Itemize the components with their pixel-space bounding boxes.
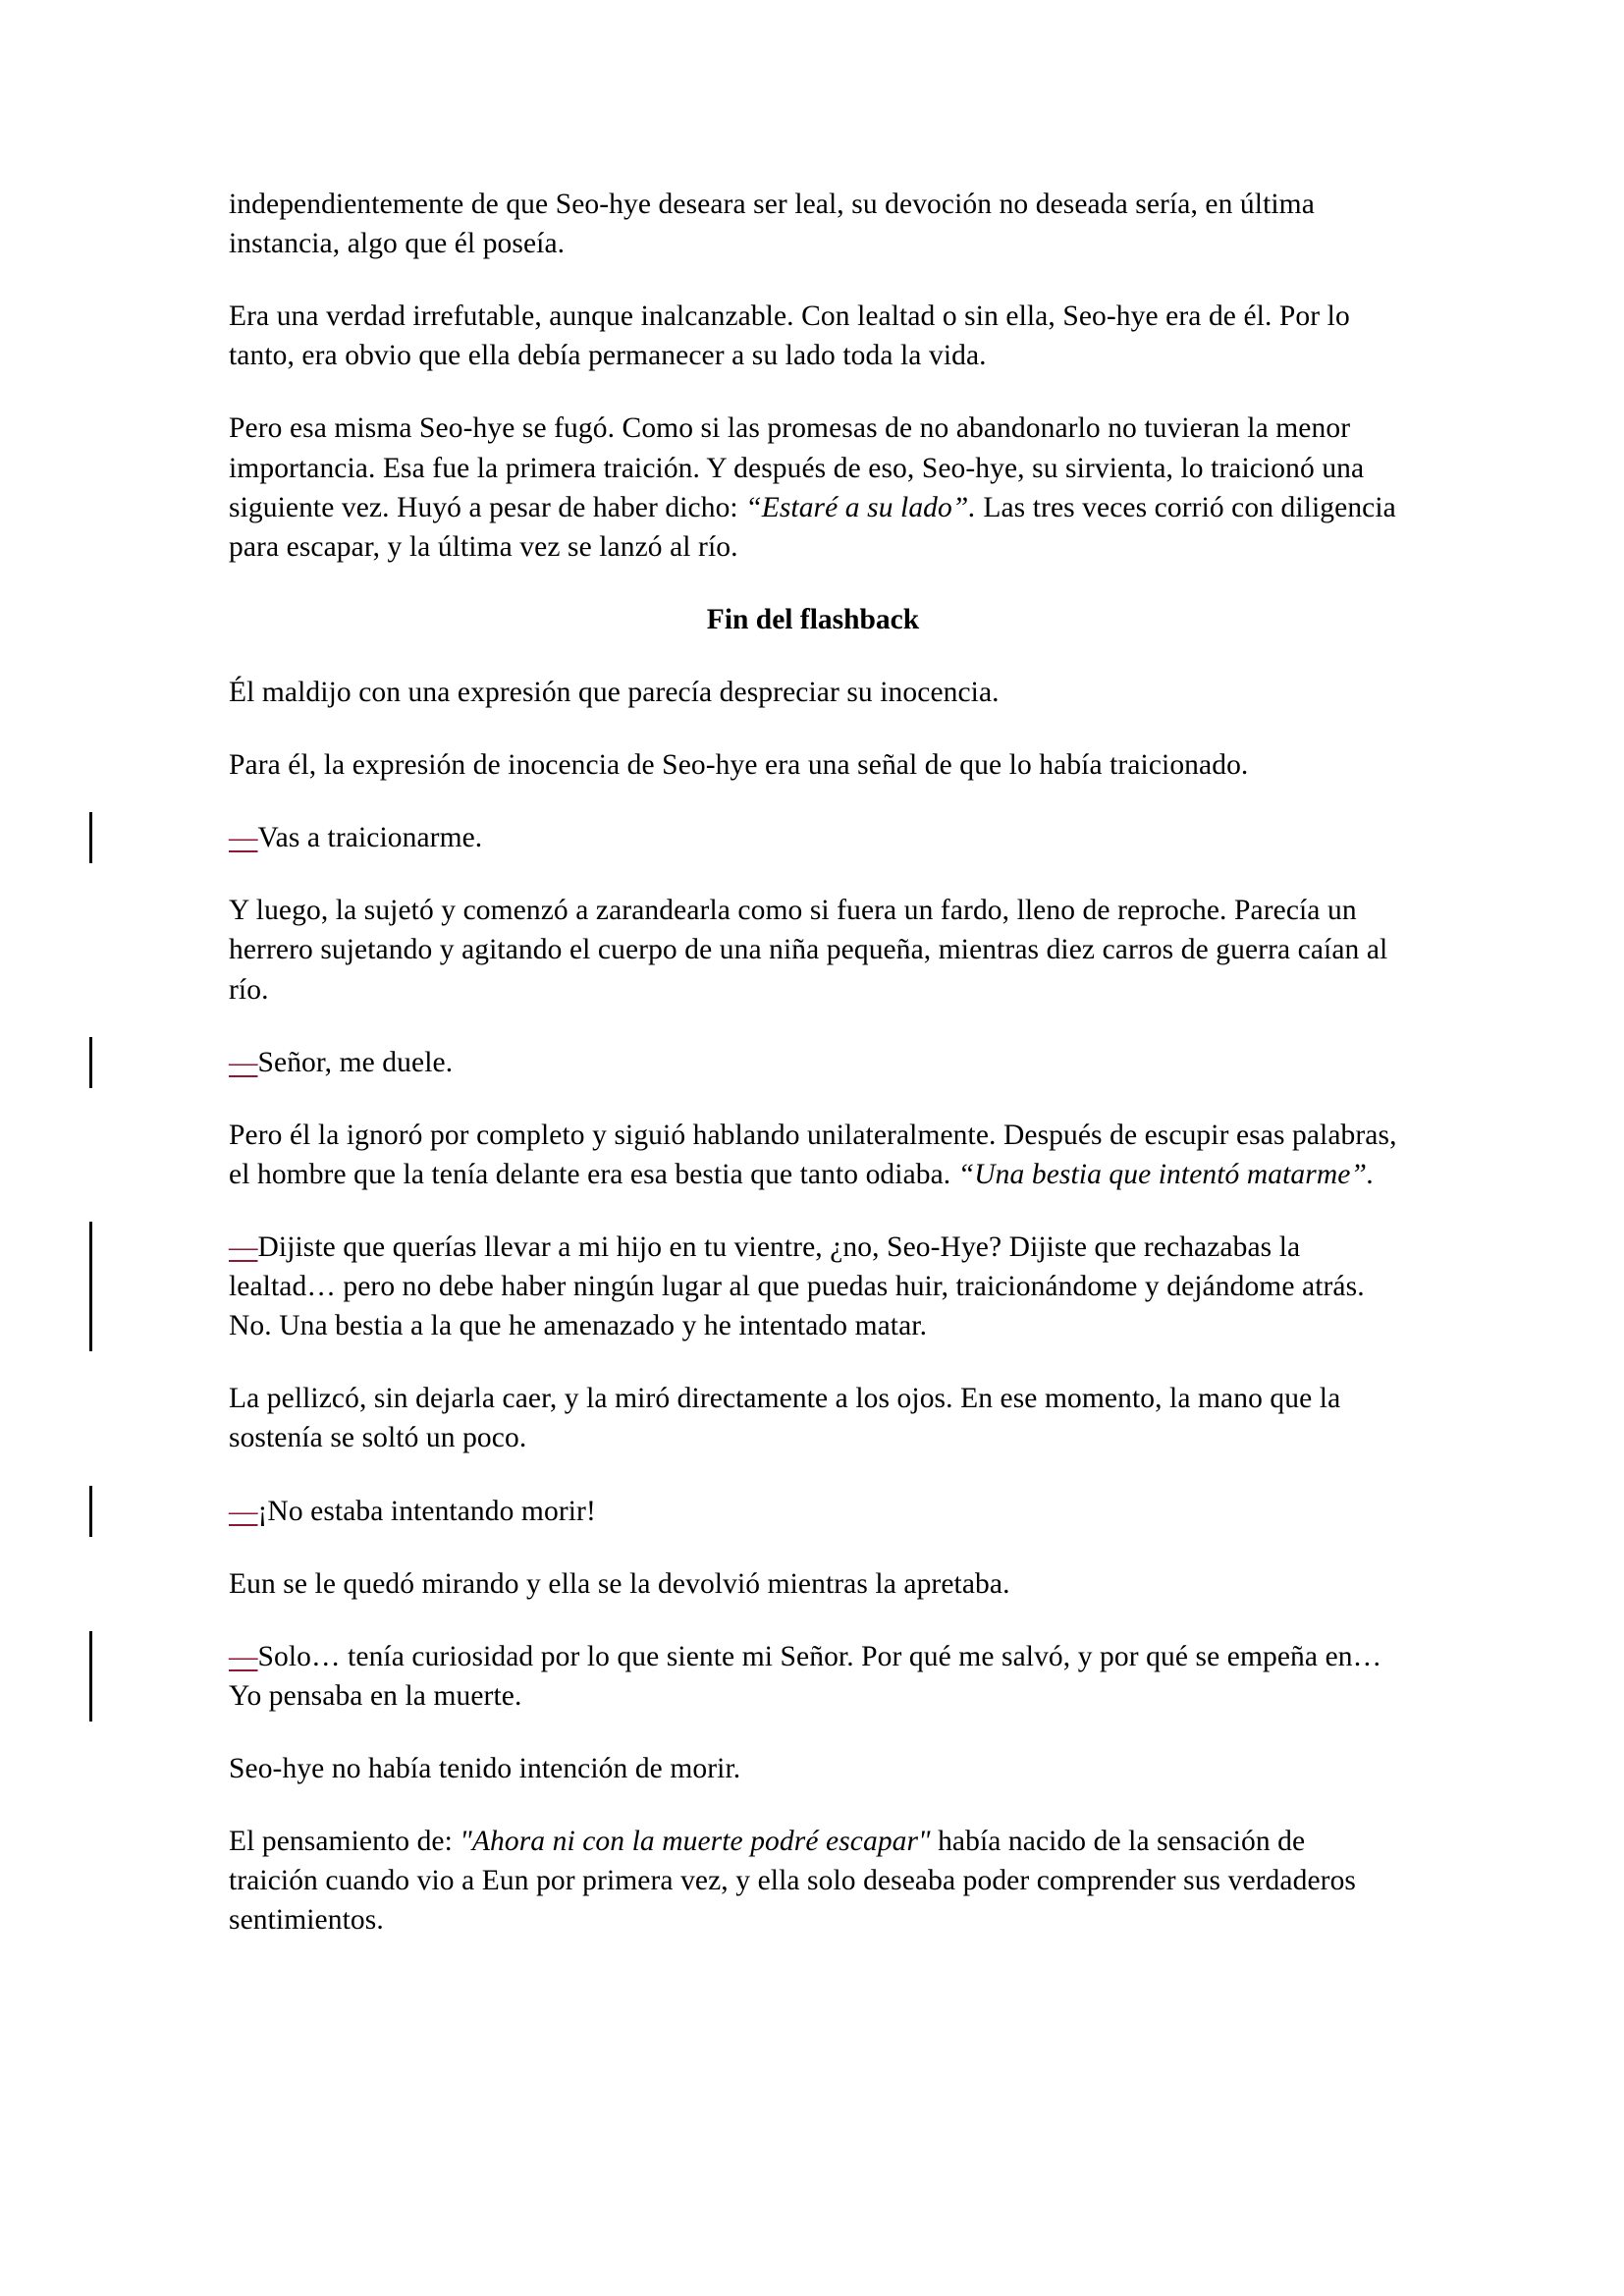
dialogue-dash-marker: — [229, 822, 258, 854]
paragraph-seo-hye-no-habia-tenido [229, 1749, 1397, 1788]
paragraph-text: Y luego, la sujetó y comenzó a zarandearla como si fuera un fardo, lleno de reproche. Parecía un herrero sujetando y agitando el cuerpo de una niña pequeña, mientras diez carros de guerra caían al río. [229, 895, 1388, 1006]
dialogue-dash-marker: — [229, 1495, 258, 1527]
quoted-italic-run: “Una bestia que intentó matarme”. [957, 1158, 1375, 1190]
paragraph-el-pensamiento-de [229, 1822, 1397, 1940]
dialogue-solo-tenia-curiosidad [229, 1637, 1397, 1716]
dialogue-senor-me-duele [229, 1043, 1397, 1082]
dialogue-dash-marker: — [229, 1230, 258, 1263]
quoted-italic-run: "Ahora ni con la muerte podré escapar" [460, 1826, 931, 1858]
paragraph-run: El pensamiento de: [229, 1826, 460, 1858]
paragraph-pero-el-la-ignoro [229, 1116, 1397, 1194]
document-body [229, 185, 1397, 1973]
paragraph-text: independientemente de que Seo-hye deseara ser leal, su devoción no deseada sería, en última instancia, algo que él poseía. [229, 189, 1315, 260]
paragraph-independientemente [229, 185, 1397, 263]
dialogue-text: Solo… tenía curiosidad por lo que siente mi Señor. Por qué me salvó, y por qué se empeña en… Yo pensaba en la muerte. [229, 1640, 1382, 1712]
paragraph-y-luego-la-sujeto [229, 891, 1397, 1009]
paragraph-el-maldijo [229, 673, 1397, 712]
paragraph-run: había nacido de la sensación de traición cuando vio a Eun por primera vez, y ella solo deseaba poder comprender sus verdaderos sentimientos. [229, 1826, 1357, 1937]
dialogue-dash-marker: — [229, 1640, 258, 1672]
paragraph-text: Seo-hye no había tenido intención de morir. [229, 1752, 741, 1784]
dialogue-text: ¡No estaba intentando morir! [257, 1495, 596, 1527]
paragraph-text: La pellizcó, sin dejarla caer, y la miró directamente a los ojos. En ese momento, la mano que la sostenía se soltó un poco. [229, 1383, 1341, 1454]
change-bar-marker [89, 812, 92, 863]
quoted-italic-run: “Estaré a su lado”. [745, 491, 976, 523]
paragraph-text: Era una verdad irrefutable, aunque inalcanzable. Con lealtad o sin ella, Seo-hye era de él. Por lo tanto, era obvio que ella debía permanecer a su lado toda la vida. [229, 301, 1350, 372]
dialogue-text: Señor, me duele. [257, 1046, 454, 1078]
dialogue-dash-marker: — [229, 1046, 258, 1078]
change-bar-marker [89, 1486, 92, 1537]
paragraph-la-pellizco [229, 1379, 1397, 1457]
dialogue-text: Dijiste que querías llevar a mi hijo en tu vientre, ¿no, Seo-Hye? Dijiste que rechazabas la lealtad… pero no debe haber ningún lugar al que puedas huir, traicionándome y dejándome atrás. No. Una bestia a la que he amenazado y he intentado matar. [229, 1230, 1365, 1342]
dialogue-text: Vas a traicionarme. [257, 822, 483, 854]
dialogue-vas-a-traicionarme [229, 818, 1397, 857]
dialogue-dijiste-que-querias [229, 1228, 1397, 1345]
change-bar-marker [89, 1037, 92, 1088]
paragraph-text: Para él, la expresión de inocencia de Seo-hye era una señal de que lo había traicionado. [229, 749, 1249, 782]
paragraph-pero-esa-misma [229, 409, 1397, 566]
paragraph-verdad-irrefutable [229, 297, 1397, 375]
paragraph-text: Él maldijo con una expresión que parecía despreciar su inocencia. [229, 676, 1000, 708]
heading-fin-del-flashback: Fin del flashback [706, 603, 920, 635]
paragraph-run: Pero esa misma Seo-hye se fugó. Como si las promesas de no abandonarlo no tuvieran la menor importancia. Esa fue la primera traición. Y después de eso, Seo-hye, su sirvienta, lo traicionó una siguiente vez. Huyó a pesar de haber dicho: [229, 412, 1365, 523]
paragraph-text: Eun se le quedó mirando y ella se la devolvió mientras la apretaba. [229, 1567, 1010, 1600]
change-bar-marker [89, 1631, 92, 1722]
paragraph-run: Las tres veces corrió con diligencia para escapar, y la última vez se lanzó al río. [229, 491, 1396, 563]
paragraph-para-el [229, 745, 1397, 785]
dialogue-no-estaba-intentando-morir [229, 1492, 1397, 1531]
change-bar-marker [89, 1222, 92, 1351]
paragraph-run: Pero él la ignoró por completo y siguió hablando unilateralmente. Después de escupir esas palabras, el hombre que la tenía delante era esa bestia que tanto odiaba. [229, 1119, 1397, 1190]
paragraph-eun-se-le-quedo-mirando [229, 1564, 1397, 1604]
